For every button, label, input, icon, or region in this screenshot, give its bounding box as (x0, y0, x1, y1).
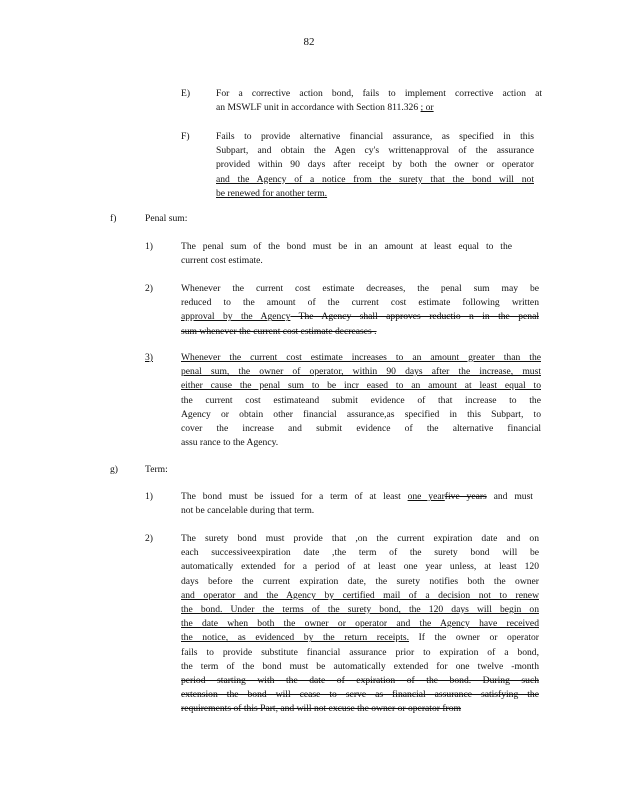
text-line (216, 87, 542, 101)
text-line (216, 173, 534, 187)
item-text-f3 (181, 351, 541, 450)
text-line (181, 240, 512, 254)
text-line (181, 646, 539, 660)
text-line (216, 144, 534, 158)
item-label-f3: 3) (145, 352, 153, 363)
inserted-text: either cause the penal sum to be incr eased to an amount at least equal to (181, 380, 541, 392)
item-label-f2: 2) (145, 283, 153, 294)
text-line (181, 254, 512, 268)
inserted-text: and the Agency of a notice from the surety that the bond will not (216, 173, 534, 185)
text-line (181, 310, 539, 324)
text-line (181, 365, 541, 379)
deleted-text: The Agency shall approves reductio n in the penal (290, 311, 539, 323)
inserted-text: the bond. Under the terms of the surety bond, the 120 days will begin on (181, 604, 539, 616)
item-text-F (216, 130, 534, 201)
inserted-text: be renewed for another term. (216, 187, 328, 199)
item-label-g1: 1) (145, 491, 153, 502)
deleted-text: five years (444, 491, 487, 502)
text-segment: not be cancelable during that term. (181, 505, 315, 517)
text-segment: each successiveexpiration date ,the term of the surety bond will be (181, 547, 539, 559)
page-number: 82 (303, 36, 315, 48)
text-line (181, 560, 539, 574)
text-segment: assu rance to the Agency. (181, 437, 279, 449)
text-segment: For a corrective action bond, fails to implement corrective action at (216, 88, 542, 99)
text-segment: the current cost estimateand submit evidence of that increase to the (181, 394, 541, 406)
inserted-text: ; or (420, 102, 434, 114)
text-segment: provided within 90 days after receipt by both the owner or operator (216, 159, 534, 171)
item-label-F: F) (181, 131, 190, 142)
text-segment: reduced to the amount of the current cost estimate following written (181, 297, 539, 309)
text-line (216, 101, 542, 115)
text-segment: and must (486, 491, 533, 502)
text-segment: If the owner or operator (409, 632, 539, 644)
text-segment: the term of the bond must be automatically extended for one twelve -month (181, 660, 539, 672)
text-segment: Agency or obtain other financial assurance,as specified in this Subpart, to (181, 408, 541, 420)
text-line (181, 504, 533, 518)
inserted-text: and operator and the Agency by certified mail of a decision not to renew (181, 589, 539, 601)
text-segment: Fails to provide alternative financial assurance, as specified in this (216, 131, 534, 142)
item-text-g1 (181, 490, 533, 518)
inserted-text: approval by the Agency (181, 311, 291, 323)
item-text-E (216, 87, 542, 115)
text-segment: cover the increase and submit evidence of the alternative financial (181, 423, 541, 435)
text-line (181, 282, 539, 296)
text-segment: Subpart, and obtain the Agen cy's writtenapproval of the assurance (216, 145, 534, 157)
item-label-E: E) (181, 88, 191, 99)
inserted-text: penal sum, the owner of operator, within 90 days after the increase, must (181, 366, 541, 378)
text-line (216, 130, 534, 144)
text-line (181, 660, 539, 674)
text-segment: The surety bond must provide that ,on the current expiration date and on (181, 533, 539, 544)
text-segment: days before the current expiration date, the surety notifies both the owner (181, 575, 539, 587)
text-segment: fails to provide substitute financial assurance prior to expiration of a bond, (181, 646, 539, 658)
text-line (181, 408, 541, 422)
inserted-text: the date when both the owner or operator and the Agency have received (181, 618, 539, 630)
text-line (181, 490, 533, 504)
text-line (181, 296, 539, 310)
text-line (181, 379, 541, 393)
text-line (181, 589, 539, 603)
text-line (181, 702, 539, 716)
text-line (181, 617, 539, 631)
item-text-f2 (181, 282, 539, 339)
inserted-text: the notice, as evidenced by the return receipts. (181, 632, 410, 644)
section-label-g: g) (110, 464, 118, 475)
text-segment: The bond must be issued for a term of at least (181, 491, 408, 502)
inserted-text: Whenever the current cost estimate increases to an amount greater than the (181, 352, 541, 363)
section-heading-term: Term: (145, 464, 168, 475)
text-line (181, 631, 539, 645)
text-segment: automatically extended for a period of at least one year unless, at least 120 (181, 561, 539, 573)
text-line (181, 532, 539, 546)
deleted-text: sum whenever the current cost estimate decreases . (181, 325, 377, 337)
text-segment: The penal sum of the bond must be in an amount at least equal to the (181, 241, 512, 252)
item-text-g2 (181, 532, 539, 717)
text-segment: an MSWLF unit in accordance with Section 811.326 (216, 102, 421, 114)
text-line (181, 674, 539, 688)
section-label-f: f) (110, 213, 117, 224)
text-segment: current cost estimate. (181, 255, 263, 267)
inserted-text: one year (407, 491, 445, 502)
text-line (181, 546, 539, 560)
text-line (181, 351, 541, 365)
text-line (181, 688, 539, 702)
text-line (181, 394, 541, 408)
item-label-g2: 2) (145, 533, 153, 544)
deleted-text: period starting with the date of expiration of the bond. During such (181, 675, 539, 687)
text-line (181, 575, 539, 589)
deleted-text: requirements of this Part, and will not excuse the owner or operator from (181, 703, 462, 715)
text-line (181, 422, 541, 436)
text-segment: Whenever the current cost estimate decreases, the penal sum may be (181, 283, 539, 294)
text-line (181, 603, 539, 617)
item-label-f1: 1) (145, 241, 153, 252)
section-heading-penal-sum: Penal sum: (145, 213, 188, 224)
item-text-f1 (181, 240, 512, 268)
text-line (181, 325, 539, 339)
deleted-text: extension the bond will cease to serve as financial assurance satisfying the (181, 689, 539, 701)
text-line (216, 158, 534, 172)
text-line (216, 187, 534, 201)
text-line (181, 436, 541, 450)
